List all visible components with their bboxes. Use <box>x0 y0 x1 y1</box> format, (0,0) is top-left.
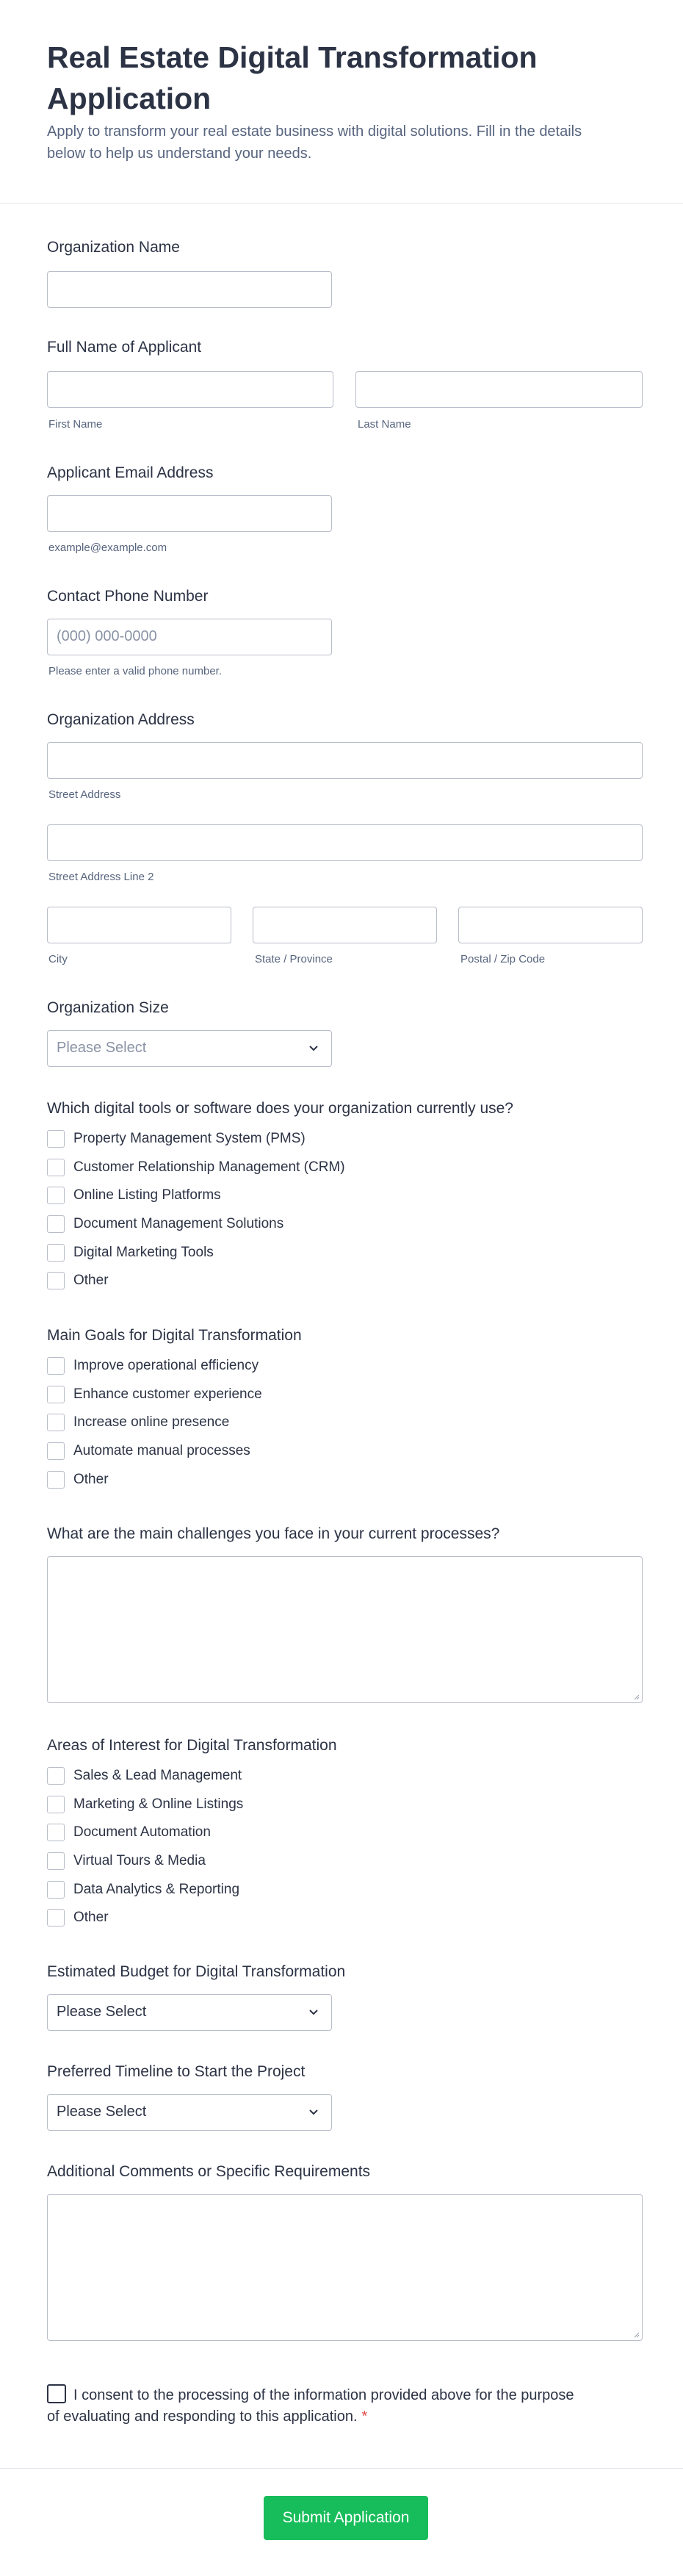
goals-options <box>47 1352 262 1494</box>
zip-sublabel: Postal / Zip Code <box>460 953 546 965</box>
areas-option[interactable] <box>47 1818 243 1847</box>
tools-option-label: Property Management System (PMS) <box>73 1131 306 1147</box>
phone-label: Contact Phone Number <box>47 588 209 605</box>
timeline-select[interactable] <box>47 2094 332 2131</box>
checkbox[interactable] <box>47 1357 65 1375</box>
city-sublabel: City <box>48 953 68 965</box>
areas-option[interactable] <box>47 1904 243 1932</box>
last-name-sublabel: Last Name <box>358 418 411 431</box>
checkbox[interactable] <box>47 1471 65 1489</box>
areas-option-label: Virtual Tours & Media <box>73 1853 206 1869</box>
email-label: Applicant Email Address <box>47 464 214 481</box>
tools-option[interactable] <box>47 1181 345 1210</box>
email-sublabel: example@example.com <box>48 542 167 554</box>
comments-question <box>47 2162 636 2182</box>
tools-question <box>47 1098 636 1119</box>
tools-option-label: Other <box>73 1273 109 1289</box>
chevron-down-icon <box>306 1040 321 1055</box>
areas-option-label: Document Automation <box>73 1824 211 1841</box>
org-size-selected: Please Select <box>57 1040 147 1056</box>
checkbox[interactable] <box>47 1909 65 1926</box>
goals-option[interactable] <box>47 1381 262 1409</box>
tools-option[interactable] <box>47 1267 345 1295</box>
areas-option-label: Other <box>73 1910 109 1926</box>
city-input[interactable] <box>47 907 231 943</box>
chevron-down-icon <box>306 2104 321 2119</box>
challenges-label: What are the main challenges you face in your current processes? <box>47 1525 500 1542</box>
timeline-label: Preferred Timeline to Start the Project <box>47 2063 306 2080</box>
checkbox[interactable] <box>47 1767 65 1785</box>
phone-sublabel: Please enter a valid phone number. <box>48 665 222 677</box>
goals-option[interactable] <box>47 1465 262 1494</box>
goals-option[interactable] <box>47 1408 262 1437</box>
required-mark: * <box>361 2408 368 2425</box>
consent-text: I consent to the processing of the information provided above for the purpose of evaluating and responding to this application. <box>47 2387 574 2425</box>
checkbox[interactable] <box>47 1187 65 1204</box>
challenges-question <box>47 1524 636 1544</box>
checkbox[interactable] <box>47 1824 65 1841</box>
street-address-sublabel: Street Address <box>48 788 121 801</box>
tools-option[interactable] <box>47 1154 345 1182</box>
org-size-select[interactable] <box>47 1030 332 1067</box>
areas-option-label: Sales & Lead Management <box>73 1768 242 1784</box>
timeline-selected: Please Select <box>57 2104 147 2120</box>
checkbox[interactable] <box>47 1881 65 1899</box>
goals-option-label: Other <box>73 1471 109 1487</box>
tools-option[interactable] <box>47 1125 345 1154</box>
areas-option-label: Marketing & Online Listings <box>73 1796 244 1812</box>
tools-option-label: Document Management Solutions <box>73 1216 284 1232</box>
consent-field <box>47 2384 576 2428</box>
org-name-question <box>47 237 636 258</box>
email-input[interactable] <box>47 495 332 532</box>
checkbox[interactable] <box>47 1244 65 1262</box>
checkbox[interactable] <box>47 1414 65 1431</box>
resize-handle-icon[interactable] <box>632 1693 640 1700</box>
first-name-input[interactable] <box>47 371 333 408</box>
checkbox[interactable] <box>47 1442 65 1460</box>
areas-option[interactable] <box>47 1762 243 1791</box>
goals-label: Main Goals for Digital Transformation <box>47 1327 302 1344</box>
tools-option[interactable] <box>47 1210 345 1239</box>
goals-option[interactable] <box>47 1352 262 1381</box>
tools-option-label: Digital Marketing Tools <box>73 1244 214 1260</box>
checkbox[interactable] <box>47 1852 65 1870</box>
budget-label: Estimated Budget for Digital Transformation <box>47 1963 346 1980</box>
goals-question <box>47 1325 636 1346</box>
goals-option-label: Improve operational efficiency <box>73 1358 259 1374</box>
checkbox[interactable] <box>47 1386 65 1403</box>
checkbox[interactable] <box>47 1796 65 1813</box>
state-input[interactable] <box>253 907 437 943</box>
street-address-2-sublabel: Street Address Line 2 <box>48 871 154 883</box>
checkbox[interactable] <box>47 1130 65 1148</box>
full-name-question <box>47 337 636 358</box>
address-question <box>47 710 636 730</box>
phone-question <box>47 586 636 607</box>
tools-label: Which digital tools or software does your organization currently use? <box>47 1100 513 1117</box>
phone-placeholder: (000) 000-0000 <box>57 628 157 644</box>
tools-option-label: Online Listing Platforms <box>73 1187 221 1204</box>
street-address-2-input[interactable] <box>47 824 643 861</box>
areas-question <box>47 1735 636 1756</box>
budget-select[interactable] <box>47 1994 332 2031</box>
email-question <box>47 463 636 483</box>
state-sublabel: State / Province <box>255 953 333 965</box>
checkbox[interactable] <box>47 1272 65 1289</box>
full-name-label: Full Name of Applicant <box>47 339 202 356</box>
tools-option-label: Customer Relationship Management (CRM) <box>73 1159 345 1175</box>
org-size-label: Organization Size <box>47 999 169 1016</box>
areas-label: Areas of Interest for Digital Transformation <box>47 1737 337 1754</box>
comments-textarea[interactable] <box>47 2194 643 2341</box>
areas-option[interactable] <box>47 1875 243 1904</box>
zip-input[interactable] <box>458 907 643 943</box>
areas-options <box>47 1762 243 1932</box>
tools-options <box>47 1125 345 1295</box>
areas-option[interactable] <box>47 1791 243 1819</box>
footer-divider <box>0 2468 683 2469</box>
challenges-textarea[interactable] <box>47 1556 643 1703</box>
goals-option-label: Automate manual processes <box>73 1443 250 1459</box>
budget-selected: Please Select <box>57 2004 147 2020</box>
comments-label: Additional Comments or Specific Requirements <box>47 2163 371 2180</box>
resize-handle-icon[interactable] <box>632 2331 640 2338</box>
submit-button[interactable]: Submit Application <box>264 2496 428 2540</box>
chevron-down-icon <box>306 2004 321 2019</box>
timeline-question <box>47 2062 636 2082</box>
address-label: Organization Address <box>47 711 195 728</box>
goals-option-label: Increase online presence <box>73 1414 230 1431</box>
last-name-input[interactable] <box>355 371 643 408</box>
consent-checkbox[interactable] <box>47 2384 66 2403</box>
page-title: Real Estate Digital Transformation Application <box>47 40 538 115</box>
budget-question <box>47 1962 636 1982</box>
org-name-input[interactable] <box>47 271 332 308</box>
street-address-input[interactable] <box>47 742 643 779</box>
phone-input[interactable] <box>47 619 332 655</box>
page-subtitle: Apply to transform your real estate business with digital solutions. Fill in the details below to help us understand your needs. <box>47 123 582 162</box>
first-name-sublabel: First Name <box>48 418 103 431</box>
org-name-label: Organization Name <box>47 239 180 256</box>
tools-option[interactable] <box>47 1238 345 1267</box>
form-header <box>0 0 683 204</box>
areas-option-label: Data Analytics & Reporting <box>73 1881 240 1897</box>
goals-option-label: Enhance customer experience <box>73 1386 262 1402</box>
goals-option[interactable] <box>47 1437 262 1466</box>
checkbox[interactable] <box>47 1215 65 1233</box>
checkbox[interactable] <box>47 1159 65 1176</box>
org-size-question <box>47 998 636 1018</box>
areas-option[interactable] <box>47 1847 243 1876</box>
